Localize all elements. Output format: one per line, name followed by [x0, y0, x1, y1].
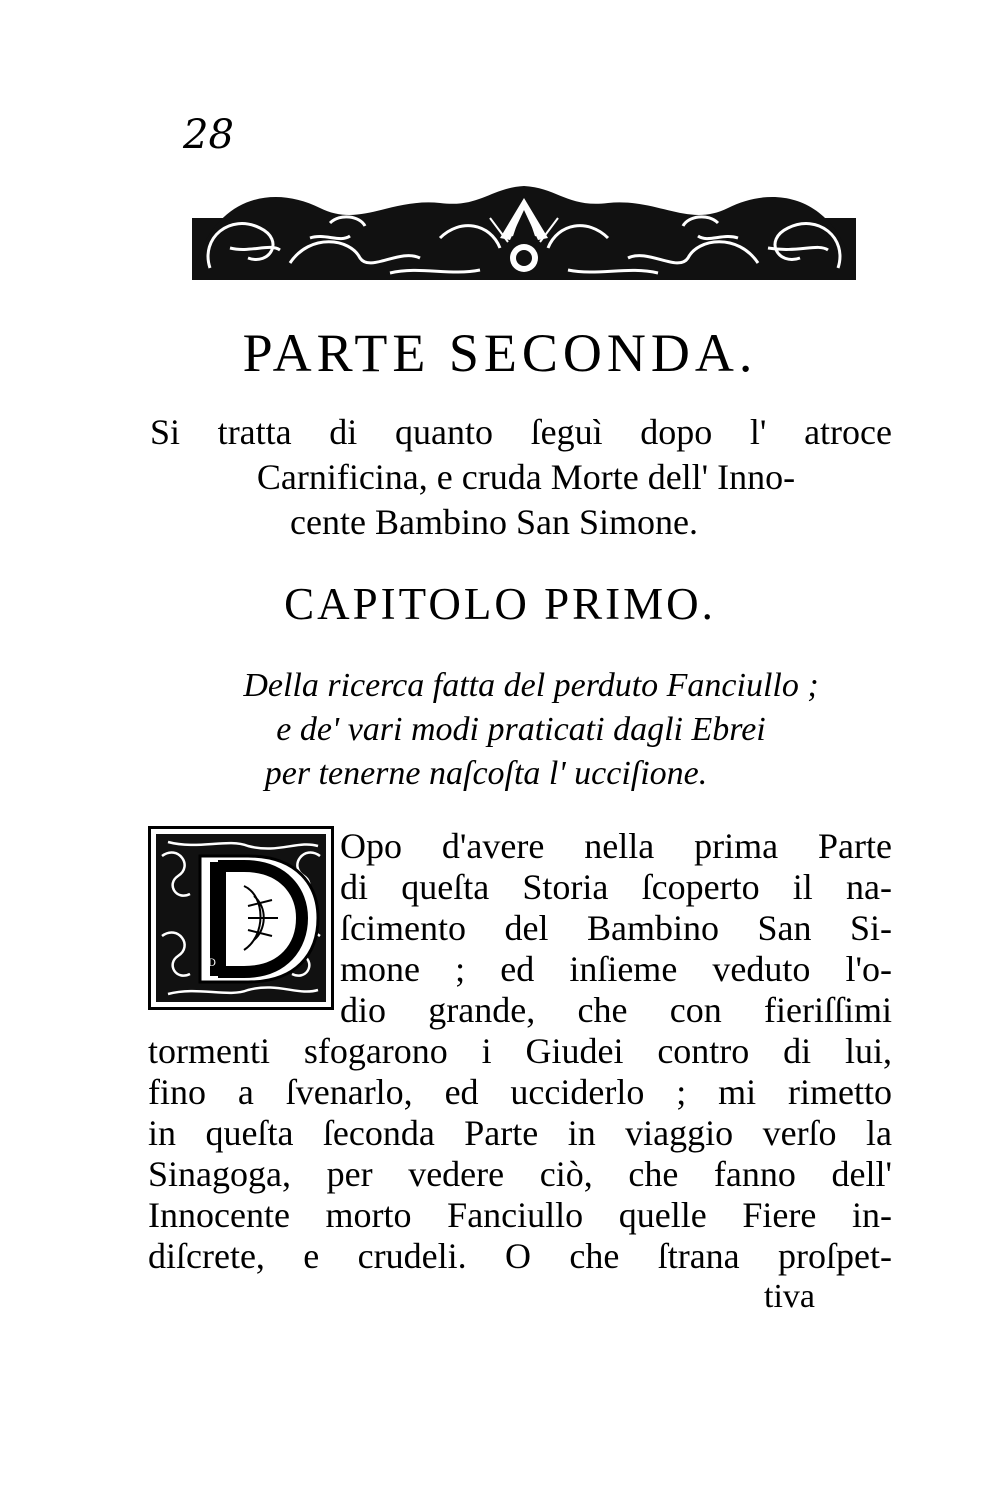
body-line: diſcrete, e crudeli. O che ſtrana proſpet- — [148, 1236, 892, 1276]
catchword: tiva — [764, 1278, 815, 1315]
chapter-title: CAPITOLO PRIMO. — [284, 579, 716, 629]
chapter-summary-line: Della ricerca fatta del perduto Fanciullo ; — [243, 667, 819, 704]
page-number: 28 — [183, 112, 234, 158]
chapter-summary-line: e de' vari modi praticati dagli Ebrei — [276, 711, 766, 748]
body-line: Innocente morto Fanciullo quelle Fiere in- — [148, 1195, 892, 1235]
body-line: Opo d'avere nella prima Parte — [340, 826, 892, 866]
part-summary-line: Carnificina, e cruda Morte dell' Inno- — [256, 457, 796, 497]
part-summary-line: cente Bambino San Simone. — [290, 502, 698, 542]
body-line: tormenti sfogarono i Giudei contro di lui, — [148, 1031, 892, 1071]
body-line: in queſta ſeconda Parte in viaggio verſo la — [148, 1113, 892, 1153]
chapter-summary — [150, 664, 892, 796]
part-summary — [150, 410, 892, 545]
drop-cap-letter: D — [208, 958, 217, 969]
body-line: dio grande, che con fieriſſimi — [340, 990, 892, 1030]
body-line: Sinagoga, per vedere ciò, che fanno dell' — [148, 1154, 892, 1194]
chapter-summary-line: per tenerne naſcoſta l' ucciſione. — [264, 755, 708, 792]
part-summary-line: Si tratta di quanto ſeguì dopo l' atroce — [150, 412, 892, 452]
body-line: di queſta Storia ſcoperto il na- — [340, 867, 892, 907]
body-line: ſcimento del Bambino San Si- — [340, 908, 892, 948]
body-line: fino a ſvenarlo, ed ucciderlo ; mi rimetto — [148, 1072, 892, 1112]
body-line: mone ; ed inſieme veduto l'o- — [340, 949, 892, 989]
body-text — [148, 826, 892, 1277]
ornamental-headpiece — [190, 178, 858, 288]
part-title: PARTE SECONDA. — [242, 323, 758, 383]
